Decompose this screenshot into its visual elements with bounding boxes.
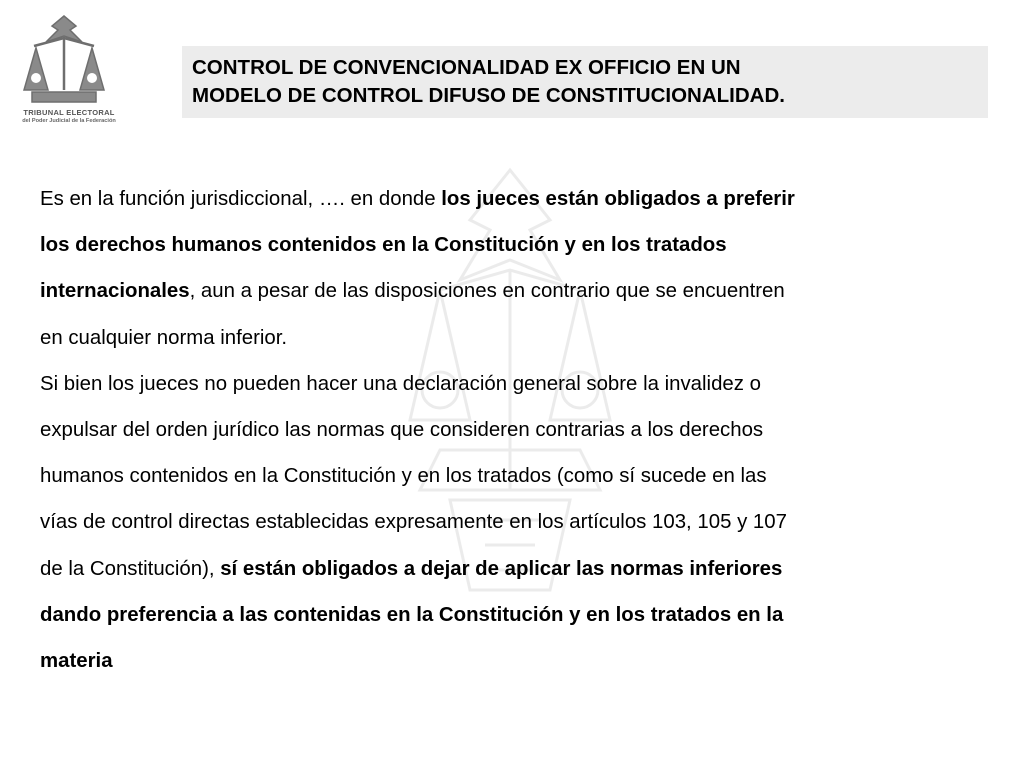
logo-text-line1: TRIBUNAL ELECTORAL — [23, 108, 115, 117]
title-line-1: CONTROL DE CONVENCIONALIDAD EX OFFICIO EN UN — [192, 56, 741, 79]
body-text — [40, 176, 1000, 684]
body-text-run: Es en la función jurisdiccional, …. en donde — [40, 188, 442, 210]
body-text-run: , aun a pesar de las disposiciones en contrario que se encuentren — [189, 280, 785, 303]
body-line-9 — [40, 546, 1000, 592]
body-line-11: materia — [40, 650, 113, 673]
title-line-2: MODELO DE CONTROL DIFUSO DE CONSTITUCIONALIDAD. — [192, 84, 785, 107]
tribunal-logo — [14, 12, 114, 132]
title-box — [182, 46, 988, 118]
body-line-10: dando preferencia a las contenidas en la Constitución y en los tratados en la — [40, 603, 784, 626]
body-line-1 — [40, 176, 1000, 222]
body-line-3 — [40, 268, 1000, 314]
body-text-run: de la Constitución), — [40, 557, 221, 580]
logo-text-line2: del Poder Judicial de la Federación — [22, 118, 116, 124]
body-line-2: los derechos humanos contenidos en la Constitución y en los tratados — [40, 234, 727, 257]
slide-title — [192, 54, 978, 110]
body-line-4: en cualquier norma inferior. — [40, 326, 288, 349]
body-bold-run: los jueces están obligados a preferir — [441, 188, 795, 210]
body-bold-run: sí están obligados a dejar de aplicar las normas inferiores — [220, 557, 783, 580]
body-line-6: expulsar del orden jurídico las normas que consideren contrarias a los derechos — [40, 419, 764, 442]
body-bold-run: internacionales — [40, 280, 190, 303]
scales-emblem-icon — [14, 12, 114, 108]
body-line-5: Si bien los jueces no pueden hacer una declaración general sobre la invalidez o — [40, 372, 761, 395]
body-line-7: humanos contenidos en la Constitución y en los tratados (como sí sucede en las — [40, 465, 767, 488]
body-line-8: vías de control directas establecidas expresamente en los artículos 103, 105 y 107 — [40, 511, 787, 534]
